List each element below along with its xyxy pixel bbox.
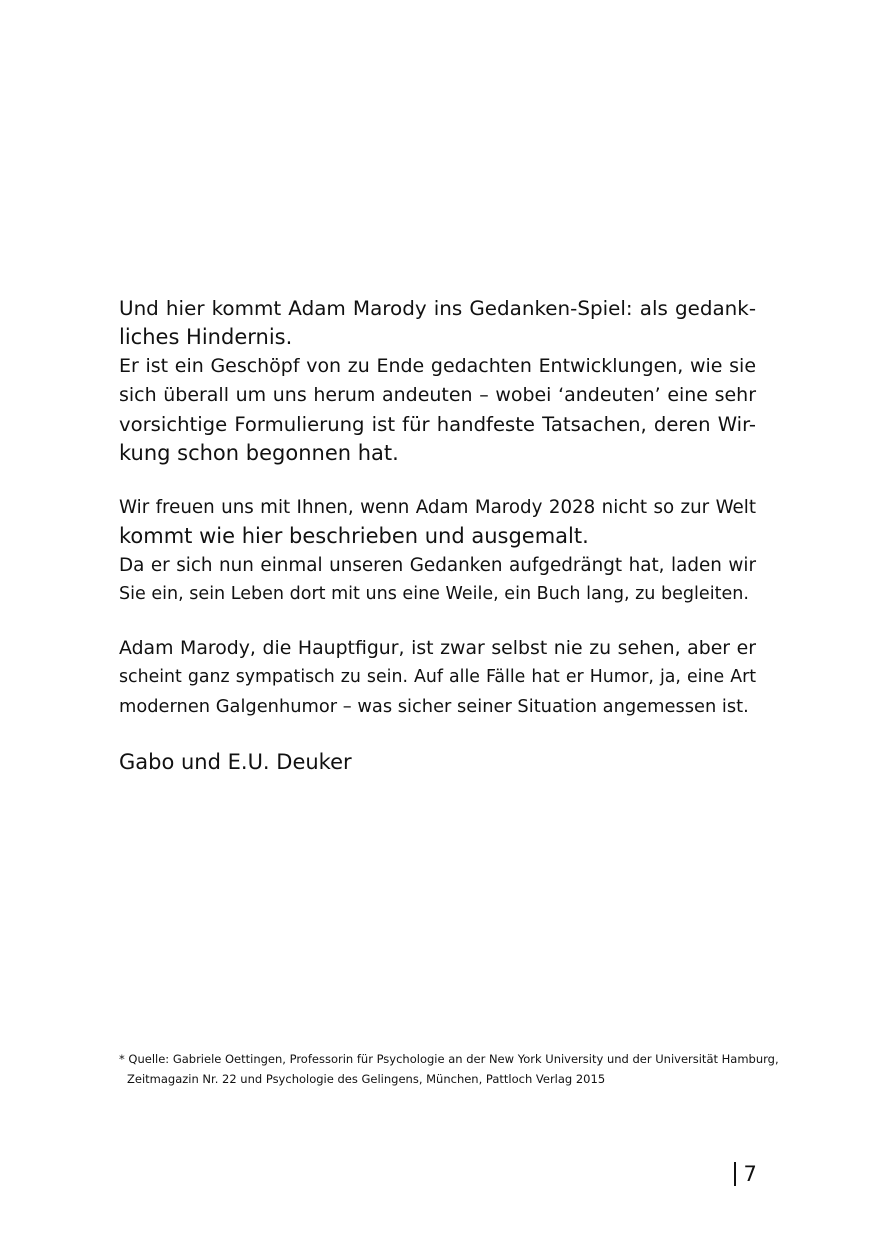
page-number-value: 7 [743,1162,757,1186]
text-line: vorsichtige Formulierung ist für handfeste Tatsachen, deren Wir- [119,413,756,436]
text-line: Da er sich nun einmal unseren Gedanken aufgedrängt hat, laden wir [119,555,756,576]
text-line: sich überall um uns herum andeuten – wobei ‘andeuten’ eine sehr [119,384,756,406]
text-line: Adam Marody, die Hauptfigur, ist zwar selbst nie zu sehen, aber er [119,637,756,659]
footnote-line: Zeitmagazin Nr. 22 und Psychologie des Gelingens, München, Pattloch Verlag 2015 [127,1072,606,1086]
page-number [734,1161,757,1187]
footnote [119,1049,779,1089]
paragraph-main-character [119,634,756,721]
authors-signature [119,748,756,777]
text-line: modernen Galgenhumor – was sicher seiner Situation angemessen ist. [119,696,749,717]
paragraph-intro [119,294,756,468]
page-number-divider [734,1162,736,1186]
text-line: scheint ganz sympatisch zu sein. Auf alle Fälle hat er Humor, ja, eine Art [119,667,756,687]
text-line: Er ist ein Geschöpf von zu Ende gedachten Entwicklungen, wie sie [119,355,756,377]
text-line: Gabo und E.U. Deuker [119,750,352,774]
text-line: kommt wie hier beschrieben und ausgemalt. [119,524,589,548]
text-line: kung schon begonnen hat. [119,441,399,465]
paragraph-wishes [119,493,756,609]
text-line: liches Hindernis. [119,325,293,349]
text-line: Und hier kommt Adam Marody ins Gedanken-Spiel: als gedank- [119,297,756,320]
text-line: Sie ein, sein Leben dort mit uns eine Weile, ein Buch lang, zu begleiten. [119,584,749,604]
footnote-line: * Quelle: Gabriele Oettingen, Professorin für Psychologie an der New York University und der Universität Hamburg, [119,1052,779,1066]
text-line: Wir freuen uns mit Ihnen, wenn Adam Marody 2028 nicht so zur Welt [119,497,756,518]
